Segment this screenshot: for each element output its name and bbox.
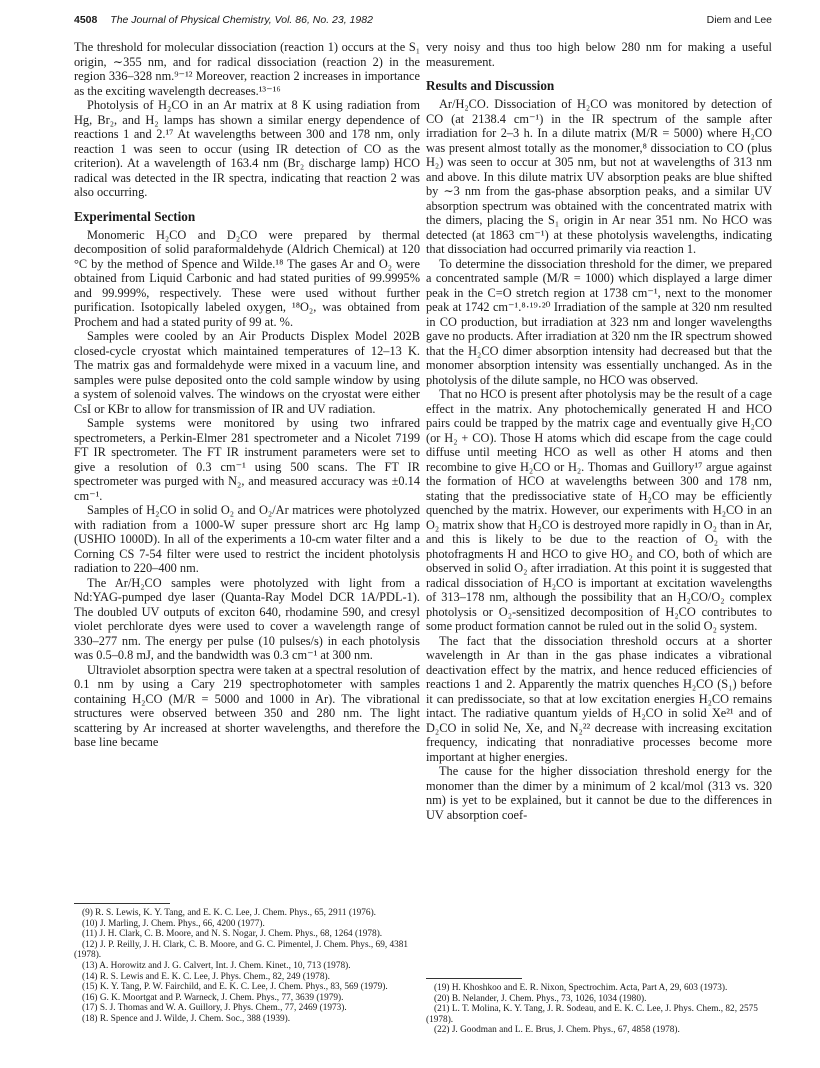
continued-paragraph: very noisy and thus too high below 280 nm for making a useful measurement. bbox=[426, 40, 772, 69]
footnote-rule bbox=[74, 903, 170, 904]
reference-item: (10) J. Marling, J. Chem. Phys., 66, 4200 (1977). bbox=[82, 918, 265, 929]
reference-item: (20) B. Nelander, J. Chem. Phys., 73, 1026, 1034 (1980). bbox=[434, 993, 647, 1004]
experimental-paragraph-5: The Ar/H₂CO samples were photolyzed with light from a Nd:YAG-pumped dye laser (Quanta-Ray Model DCR 1A/PDL-1). The doubled UV outputs of exciton 640, rhodamine 590, and cresyl violet perchlorate dyes were used to cover a wavelength range of 330–277 nm. The energy per pulse (10 pulses/s) in each photolysis was 0.5–0.8 mJ, and the bandwidth was 0.3 cm⁻¹ at 300 nm. bbox=[74, 575, 420, 662]
reference-item: (17) S. J. Thomas and W. A. Guillory, J. Phys. Chem., 77, 2469 (1973). bbox=[82, 1003, 347, 1014]
reference-item: (9) R. S. Lewis, K. Y. Tang, and E. K. C. Lee, J. Chem. Phys., 65, 2911 (1976). bbox=[82, 908, 376, 918]
section-heading-results: Results and Discussion bbox=[426, 78, 555, 93]
page-number: 4508 bbox=[74, 14, 98, 26]
experimental-paragraph-4: Samples of H₂CO in solid O₂ and O₂/Ar matrices were photolyzed with radiation from a 1000-W super pressure short arc Hg lamp (USHIO 1000D). In all of the experiments a 10-cm water filter and a Corning CS 7-54 filter were used to restrict the incident photolysis radiation to 220–400 nm. bbox=[74, 503, 420, 575]
results-paragraph-1: Ar/H₂CO. Dissociation of H₂CO was monitored by detection of CO (at 2138.4 cm⁻¹) in the IR spectrum of the sample after irradiation for 2–3 h. In a dilute matrix (M/R = 5000) where H₂CO was present almost totally as the monomer,⁸ dissociation to CO (plus H₂) was seen to occur at 305 nm, but not at wavelengths of 313 nm and above. In this dilute matrix UV absorption peaks are blue shifted by ∼3 nm from the gas-phase absorption peaks, and a similar UV absorption spectrum was obtained with the concentrated matrix with the dimers, placing the S₁ origin in Ar near 351 nm. No HCO was detected (at 1863 cm⁻¹) at these photolysis wavelengths, indicating that dissociation had occurred primarily via reaction 1. bbox=[426, 97, 772, 256]
results-paragraph-2: To determine the dissociation threshold for the dimer, we prepared a concentrated sample (M/R = 1000) which displayed a large dimer peak in the C=O stretch region at 1738 cm⁻¹, next to the monomer peak at 1742 cm⁻¹.⁸·¹⁹·²⁰ Irradiation of the sample at 320 nm resulted in CO production, but irradiation at 323 nm and longer wavelengths gave no products. After irradiation at 320 nm the IR spectrum showed that the H₂CO dimer absorption intensity had decreased but that the monomer absorption intensity was essentially unchanged. As in the photolysis of the dilute sample, no HCO was observed. bbox=[426, 256, 772, 387]
results-paragraph-3: That no HCO is present after photolysis may be the result of a cage effect in the matrix. Any photochemically generated H and HCO pairs could be trapped by the matrix cage and eventually give H₂CO (or H₂ + CO). Those H atoms which did escape from the cage could diffuse until meeting HCO as well as other H atoms and then recombine to give H₂CO or H₂. Thomas and Guillory¹⁷ argue against the formation of HCO at wavelengths between 300 and 178 nm, stating that the predissociative state of H₂CO may be efficiently quenched by the matrix. However, our experiments with H₂CO in an O₂ matrix show that H₂CO is destroyed more rapidly in O₂ than in Ar, and this is likely to be due to the reaction of O₂ with the photofragments H and HCO to give HO₂ and CO, both of which are observed in solid O₂ after irradiation. At this point it is suggested that radical dissociation of H₂CO is important at excitation wavelengths of 313–178 nm, although the possibility that an H₂CO/O₂ complex photolysis or O₂-sensitized decomposition of H₂CO contributes to some product formation cannot be ruled out in the solid O₂ system. bbox=[426, 387, 772, 633]
reference-item: (12) J. P. Reilly, J. H. Clark, C. B. Moore, and G. C. Pimentel, J. Chem. Phys., 69, 4381 (1978). bbox=[74, 939, 409, 961]
section-heading-experimental: Experimental Section bbox=[74, 208, 196, 224]
reference-item: (11) J. H. Clark, C. B. Moore, and N. S. Nogar, J. Chem. Phys., 68, 1264 (1978). bbox=[82, 929, 383, 940]
intro-paragraph-1: The threshold for molecular dissociation (reaction 1) occurs at the S₁ origin, ∼355 nm, and for radical dissociation (reaction 2) in the region 336–328 nm.⁹⁻¹² Moreover, reaction 2 increases in importance as the exciting wavelength decreases.¹³⁻¹⁶ bbox=[74, 40, 420, 98]
references-right bbox=[426, 978, 772, 1036]
journal-citation: The Journal of Physical Chemistry, Vol. 86, No. 23, 1982 bbox=[110, 14, 373, 26]
references-left bbox=[74, 903, 420, 1025]
reference-item: (13) A. Horowitz and J. G. Calvert, Int. J. Chem. Kinet., 10, 713 (1978). bbox=[82, 960, 351, 971]
results-paragraph-4: The fact that the dissociation threshold occurs at a shorter wavelength in Ar than in the gas phase indicates a vibrational deactivation effect by the matrix, and hence reduced efficiencies of reactions 1 and 2. Apparently the matrix quenches H₂CO (S₁) before it can predissociate, so that at low excitation energies H₂CO remains intact. The radiative quantum yields of H₂CO in solid Xe²¹ and of D₂CO in solid Ne, Xe, and N₂²² decrease with increasing excitation frequency, indicating that nonradiative processes become more important at higher energies. bbox=[426, 633, 772, 764]
footnote-rule bbox=[426, 978, 522, 979]
reference-item: (18) R. Spence and J. Wilde, J. Chem. Soc., 388 (1939). bbox=[82, 1013, 291, 1024]
experimental-paragraph-6: Ultraviolet absorption spectra were taken at a spectral resolution of 0.1 nm by using a Cary 219 spectrophotometer with samples containing H₂CO (M/R = 5000 and 1000 in Ar). The vibrational structures were observed between 350 and 280 nm. The light scattering by Ar increased at shorter wavelengths, and therefore the base line became bbox=[74, 662, 420, 749]
reference-item: (21) L. T. Molina, K. Y. Tang, J. R. Sodeau, and E. K. C. Lee, J. Phys. Chem., 82, 2575 (1978). bbox=[426, 1004, 758, 1025]
intro-paragraph-2: Photolysis of H₂CO in an Ar matrix at 8 K using radiation from Hg, Br₂, and H₂ lamps has shown a similar energy dependence of reactions 1 and 2.¹⁷ At wavelengths between 300 and 178 nm, only reaction 1 was seen to occur (using IR detection of CO as the criterion). At a wavelength of 163.4 nm (Br₂ discharge lamp) HCO radical was detected in the IR spectra, indicating that reaction 2 was also occurring. bbox=[74, 98, 420, 199]
reference-item: (14) R. S. Lewis and E. K. C. Lee, J. Phys. Chem., 82, 249 (1978). bbox=[82, 971, 330, 982]
running-header bbox=[74, 14, 772, 30]
experimental-paragraph-3: Sample systems were monitored by using two infrared spectrometers, a Perkin-Elmer 281 spectrometer and a Nicolet 7199 FT IR spectrometer. The FT IR instrument parameters were set to give a resolution of 0.3 cm⁻¹ using 500 scans. The FT IR spectrometer was purged with N₂, and measured accuracy was ±0.14 cm⁻¹. bbox=[74, 416, 420, 503]
results-paragraph-5: The cause for the higher dissociation threshold energy for the monomer than the dimer by a minimum of 2 kcal/mol (313 vs. 320 nm) is yet to be explained, but it cannot be due to the differences in UV absorption coef- bbox=[426, 764, 772, 822]
experimental-paragraph-2: Samples were cooled by an Air Products Displex Model 202B closed-cycle cryostat which maintained temperatures of 12–13 K. The matrix gas and formaldehyde were mixed in a vacuum line, and samples were pulse deposited onto the cold sample window by using a system of solenoid valves. The windows on the cryostat were either CsI or KBr to allow for transmission of IR and UV radiation. bbox=[74, 329, 420, 416]
reference-item: (15) K. Y. Tang, P. W. Fairchild, and E. K. C. Lee, J. Chem. Phys., 83, 569 (1979). bbox=[82, 982, 388, 993]
right-column bbox=[426, 40, 772, 1050]
reference-item: (22) J. Goodman and L. E. Brus, J. Chem. Phys., 67, 4858 (1978). bbox=[434, 1025, 680, 1036]
running-authors: Diem and Lee bbox=[706, 14, 772, 26]
reference-item: (16) G. K. Moortgat and P. Warneck, J. Chem. Phys., 77, 3639 (1979). bbox=[82, 992, 344, 1003]
left-column bbox=[74, 40, 420, 1050]
reference-item: (19) H. Khoshkoo and E. R. Nixon, Spectrochim. Acta, Part A, 29, 603 (1973). bbox=[434, 983, 728, 993]
experimental-paragraph-1: Monomeric H₂CO and D₂CO were prepared by thermal decomposition of solid paraformaldehyde (Aldrich Chemical) at 120 °C by the method of Spence and Wilde.¹⁸ The gases Ar and O₂ were obtained from Liquid Carbonic and had stated purities of 99.9995% and 99.999%, respectively. These were used without further purification. Isotopically labeled oxygen, ¹⁸O₂, was obtained from Prochem and had a stated purity of 99 at. %. bbox=[74, 227, 420, 329]
